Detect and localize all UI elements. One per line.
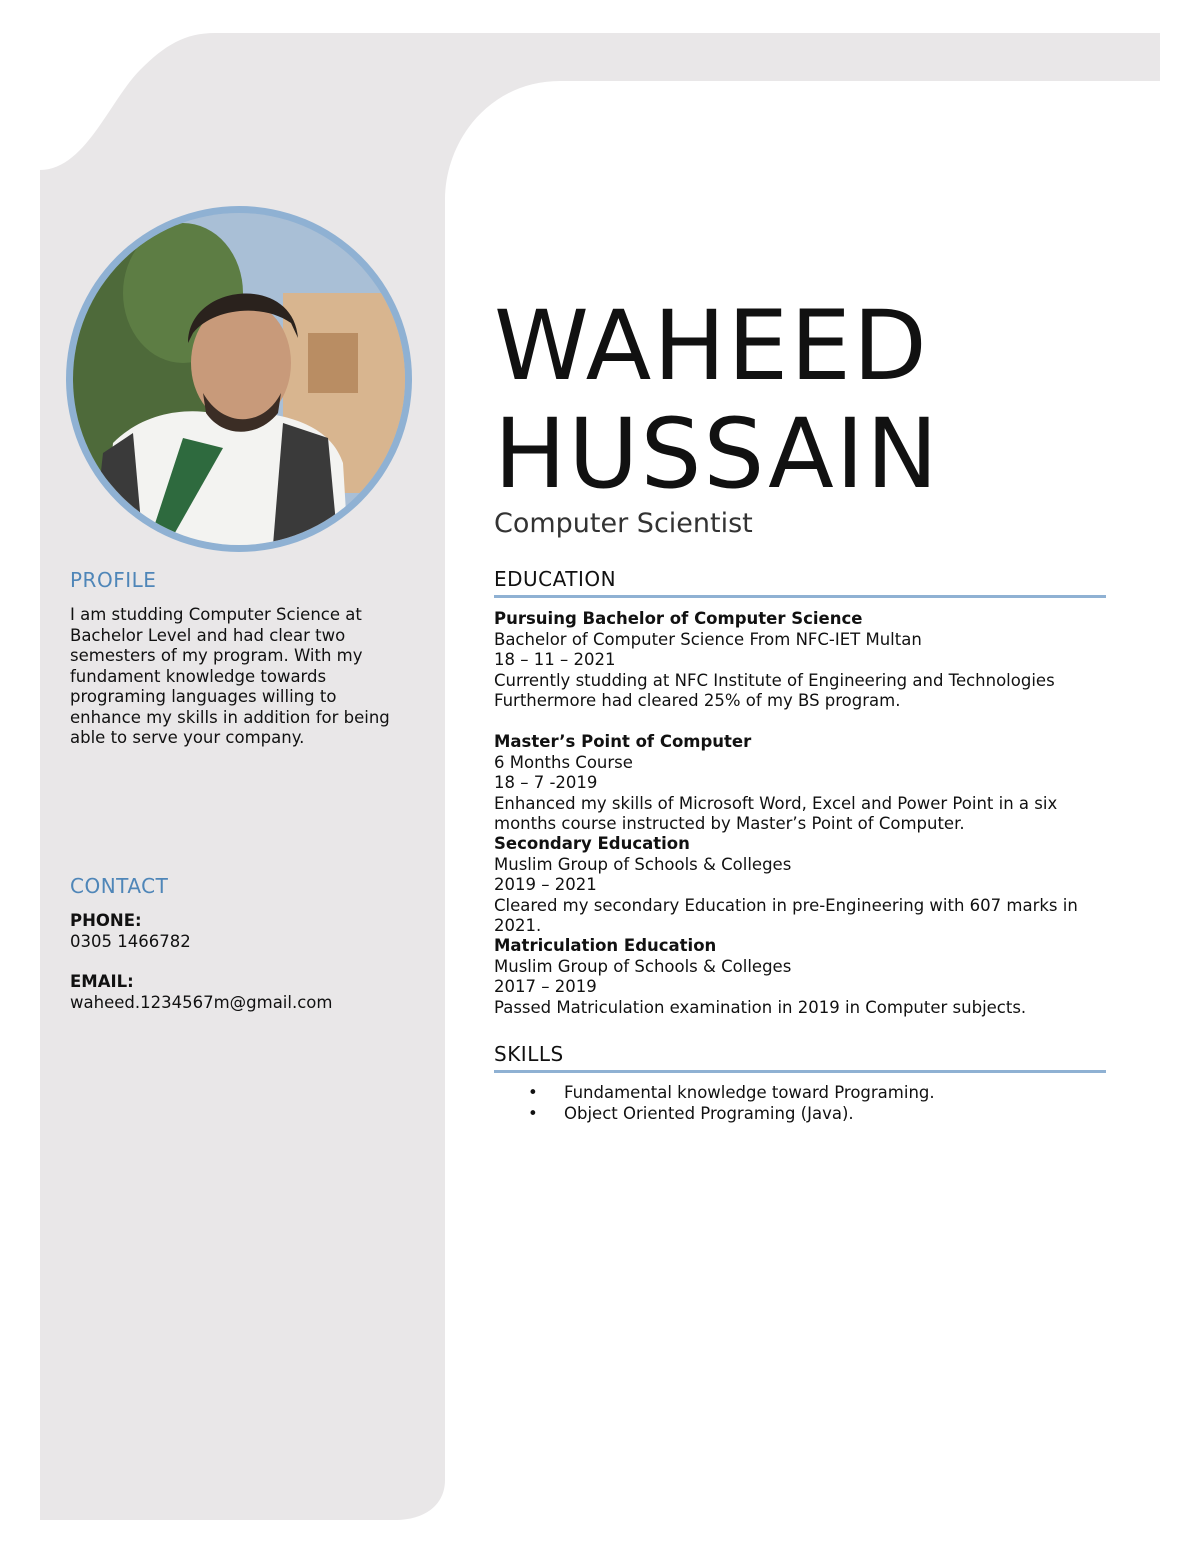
education-entry <box>494 936 1114 1018</box>
education-line: 6 Months Course <box>494 752 633 772</box>
first-name: WAHEED <box>494 290 929 402</box>
skills-heading: SKILLS <box>494 1042 1106 1073</box>
education-date: 2017 – 2019 <box>494 977 597 996</box>
education-date: 18 – 7 -2019 <box>494 773 598 792</box>
education-line: Muslim Group of Schools & Colleges <box>494 956 792 976</box>
full-name <box>494 292 940 508</box>
skill-item: • Object Oriented Programing (Java). <box>494 1103 1094 1124</box>
education-title: Matriculation Education <box>494 936 717 955</box>
education-description: Passed Matriculation examination in 2019 in Computer subjects. <box>494 997 1027 1017</box>
education-date: 18 – 11 – 2021 <box>494 650 616 669</box>
education-title: Master’s Point of Computer <box>494 732 752 751</box>
profile-photo-illustration <box>73 213 405 545</box>
education-line: Muslim Group of Schools & Colleges <box>494 854 792 874</box>
email-value: waheed.1234567m@gmail.com <box>70 992 333 1012</box>
education-description: Enhanced my skills of Microsoft Word, Excel and Power Point in a six months course instructed by Master’s Point of Computer. <box>494 793 1058 833</box>
education-line: Bachelor of Computer Science From NFC-IET Multan <box>494 629 922 649</box>
job-title: Computer Scientist <box>494 508 753 539</box>
skills-list <box>494 1082 1094 1124</box>
contact-block <box>70 911 400 1013</box>
education-title: Secondary Education <box>494 834 690 853</box>
education-description: Currently studding at NFC Institute of Engineering and Technologies Furthermore had cleared 25% of my BS program. <box>494 670 1055 710</box>
profile-text: I am studding Computer Science at Bachelor Level and had clear two semesters of my program. With my fundament knowledge towards programing languages willing to enhance my skills in addition for being able to serve your company. <box>70 605 390 747</box>
education-heading: EDUCATION <box>494 567 1106 598</box>
education-entry <box>494 609 1114 712</box>
phone-value: 0305 1466782 <box>70 931 191 951</box>
last-name: HUSSAIN <box>494 398 940 510</box>
profile-heading: PROFILE <box>70 568 157 592</box>
education-entry <box>494 732 1114 835</box>
education-description: Cleared my secondary Education in pre-Engineering with 607 marks in 2021. <box>494 895 1078 935</box>
profile-photo <box>66 206 412 552</box>
phone-label: PHONE: <box>70 911 142 930</box>
contact-heading: CONTACT <box>70 874 169 898</box>
email-label: EMAIL: <box>70 972 134 991</box>
education-date: 2019 – 2021 <box>494 875 597 894</box>
skill-item: • Fundamental knowledge toward Programing. <box>494 1082 1094 1103</box>
education-title: Pursuing Bachelor of Computer Science <box>494 609 863 628</box>
education-entry <box>494 834 1114 937</box>
